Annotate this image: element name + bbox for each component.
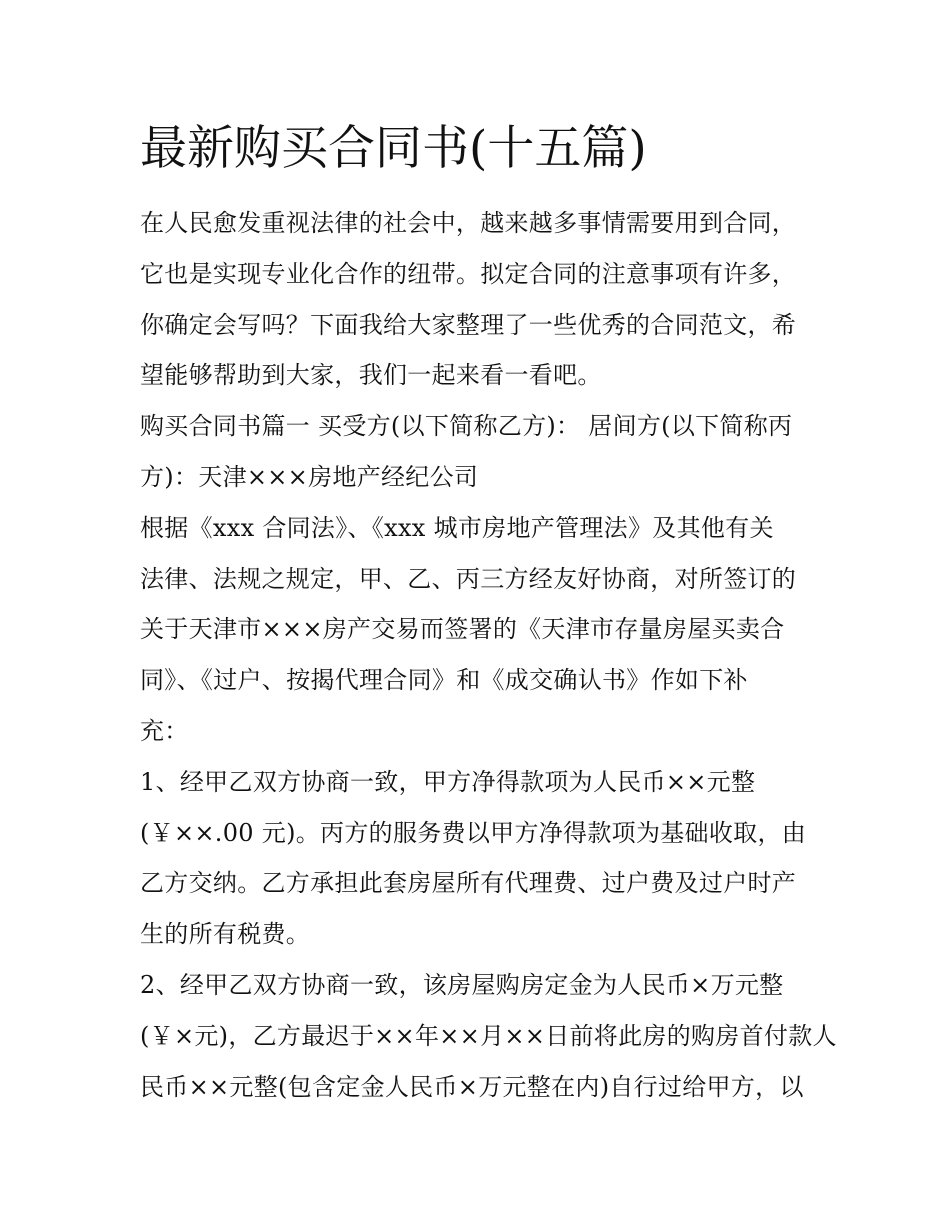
document-content <box>140 118 837 1112</box>
clause-2-paragraph <box>140 960 837 1112</box>
basis-paragraph <box>140 503 820 757</box>
paragraph-line: 望能够帮助到大家，我们一起来看一看吧。 <box>140 361 602 390</box>
paragraph-line: 法律、法规之规定，甲、乙、丙三方经友好协商，对所签订的 <box>140 564 797 593</box>
paragraph-line: (￥××.00 元)。丙方的服务费以甲方净得款项为基础收取，由 <box>140 818 807 847</box>
paragraph-line: 乙方交纳。乙方承担此套房屋所有代理费、过户费及过户时产 <box>140 869 797 898</box>
paragraph-line: 在人民愈发重视法律的社会中，越来越多事情需要用到合同， <box>140 209 797 237</box>
paragraph-line: 充： <box>140 716 189 745</box>
parties-paragraph <box>140 401 820 503</box>
paragraph-line: 同》、《过户、按揭代理合同》和《成交确认书》作如下补 <box>140 666 748 695</box>
paragraph-line: 关于天津市×××房产交易而签署的《天津市存量房屋买卖合 <box>140 615 785 644</box>
paragraph-line: 1、经甲乙双方协商一致，甲方净得款项为人民币××元整 <box>140 767 756 796</box>
paragraph-line: 它也是实现专业化合作的纽带。拟定合同的注意事项有许多， <box>140 259 797 288</box>
paragraph-line: 根据《xxx 合同法》、《xxx 城市房地产管理法》及其他有关 <box>140 513 774 542</box>
paragraph-line: 方)：天津×××房地产经纪公司 <box>140 462 479 491</box>
intro-paragraph <box>140 198 820 401</box>
clause-1-paragraph <box>140 757 820 960</box>
paragraph-line: 生的所有税费。 <box>140 920 311 949</box>
paragraph-line: 民币××元整(包含定金人民币×万元整在内)自行过给甲方，以 <box>140 1072 804 1101</box>
document-title: 最新购买合同书(十五篇) <box>140 121 647 176</box>
paragraph-line: 购买合同书篇一 买受方(以下简称乙方)： 居间方(以下简称丙 <box>140 412 793 441</box>
paragraph-line: 你确定会写吗？下面我给大家整理了一些优秀的合同范文，希 <box>140 310 797 339</box>
paragraph-line: (￥×元)，乙方最迟于××年××月××日前将此房的购房首付款人 <box>140 1021 837 1050</box>
paragraph-line: 2、经甲乙双方协商一致，该房屋购房定金为人民币×万元整 <box>140 970 784 999</box>
